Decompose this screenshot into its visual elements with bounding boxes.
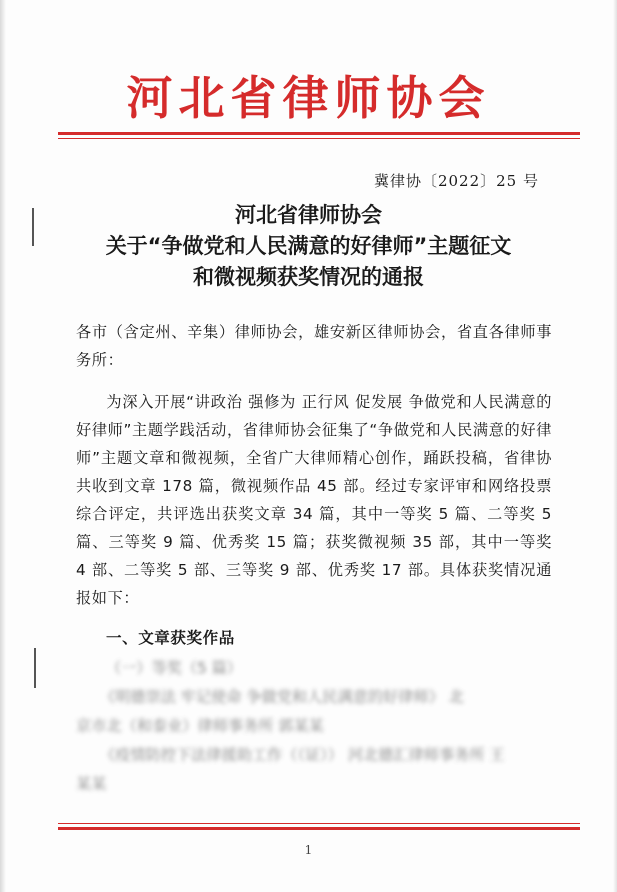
blurred-line-4: 《疫情防控下法律援助工作（（证）） 河北德汇律师事务所 王 (100, 746, 505, 764)
footer-rule-thick (58, 827, 580, 830)
addressee: 各市（含定州、辛集）律师协会，雄安新区律师协会，省直各律师事务所： (76, 323, 552, 369)
title-line-1: 河北省律师协会 (235, 203, 382, 227)
blurred-line-2: 《明德崇法 牢记使命 争做党和人民满意的好律师》 北 (100, 688, 464, 706)
main-paragraph: 为深入开展“讲政治 强修为 正行风 促发展 争做党和人民满意的好律师”主题学践活动，省律师协会征集了“争做党和人民满意的好律师”主题文章和微视频，全省广大律师精心创作，踊跃投稿，省律协共收到文章 178 篇，微视频作品 45 部。经过专家评审和网络投票综合评定，共评选出获奖文章 34 篇，其中一等奖 5 篇、二等奖 5 篇、三等奖 9 篇、优秀奖 15 篇；获奖微视频 35 部，其中一等奖 4 部、二等奖 5 部、三等奖 9 部、优秀奖 17 部。具体获奖情况通报如下： (76, 393, 552, 607)
margin-mark-2 (34, 648, 36, 688)
letterhead-title: 河北省律师协会 (126, 71, 491, 125)
letterhead-rule-top-thick (58, 132, 580, 135)
footer-rule-thin (58, 823, 580, 824)
blurred-line-5: 某某 (76, 775, 107, 793)
scan-edge-right (613, 0, 617, 892)
title-line-3: 和微视频获奖情况的通报 (193, 265, 424, 289)
scan-edge-left (0, 0, 6, 892)
title-line-2: 关于“争做党和人民满意的好律师”主题征文 (105, 234, 512, 258)
section-heading: 一、文章获奖作品 (106, 629, 235, 647)
blurred-line-1: （一）等奖（5 篇） (106, 659, 242, 677)
margin-mark-1 (32, 208, 34, 246)
blurred-line-3: 京市北（和泰业）律师事务所 郭某某 (76, 717, 324, 735)
page-number: 1 (304, 843, 313, 857)
document-number: 冀律协〔2022〕25 号 (373, 172, 539, 190)
letterhead-rule-top-thin (58, 138, 580, 139)
